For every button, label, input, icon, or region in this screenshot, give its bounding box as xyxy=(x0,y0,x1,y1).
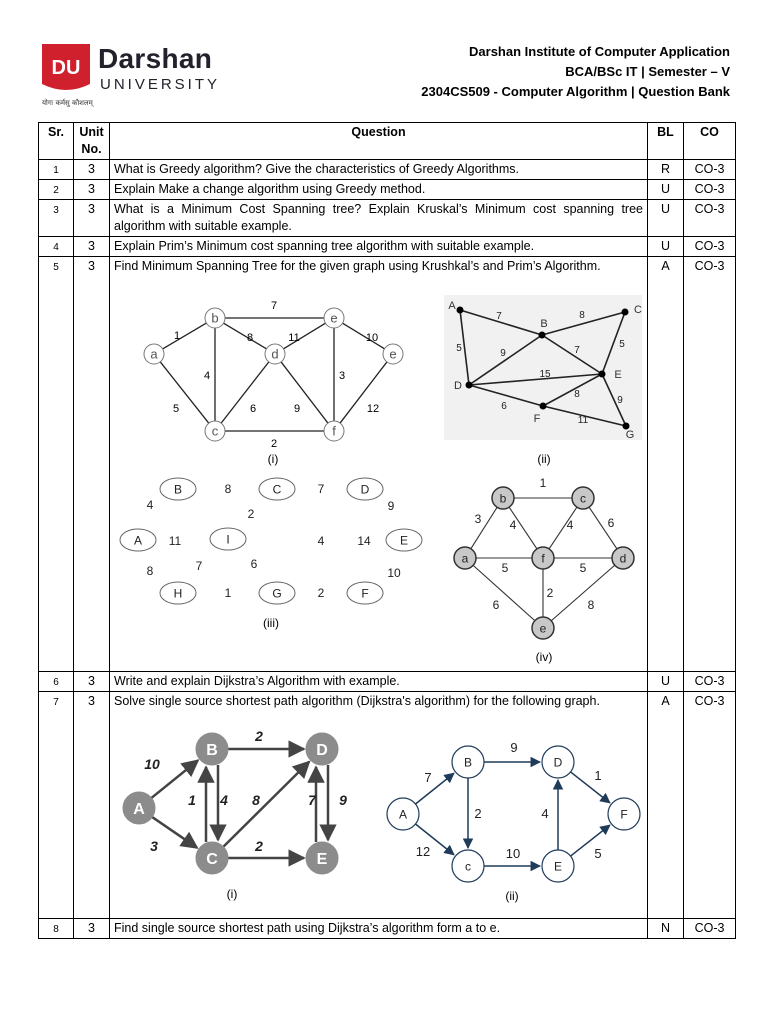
edge-weight-label: 1 xyxy=(594,768,602,783)
logo-tagline: योगः कर्मसु कौशलम् xyxy=(42,99,93,107)
graph-node-label: b xyxy=(211,310,219,326)
table-row xyxy=(39,672,736,692)
edge-weight-label: 8 xyxy=(587,598,595,612)
row-question: What is a Minimum Cost Spanning tree? Explain Kruskal’s Minimum cost spanning tree algorithm with suitable example. xyxy=(110,200,648,237)
row-co: CO-3 xyxy=(684,257,736,672)
table-row xyxy=(39,200,736,237)
edge-weight-label: 12 xyxy=(415,844,431,859)
graph-edge xyxy=(571,825,610,856)
edge-weight-label: 8 xyxy=(579,310,585,321)
row-co: CO-3 xyxy=(684,200,736,237)
graph-node-label: B xyxy=(540,318,548,330)
edge-weight-label: 2 xyxy=(546,586,554,600)
graph-edge xyxy=(571,772,610,803)
graph-node-label: A xyxy=(133,533,143,548)
edge-weight-label: 9 xyxy=(293,403,301,415)
header-info xyxy=(421,42,730,102)
figure-caption: (iv) xyxy=(535,650,553,664)
edge-weight-label: 9 xyxy=(387,499,395,513)
graph-edge xyxy=(224,323,267,349)
edge-weight-label: 2 xyxy=(270,438,278,450)
graph-node-label: G xyxy=(272,586,282,601)
row-question: Write and explain Dijkstra’s Algorithm with example. xyxy=(110,672,648,692)
graph-node-label: c xyxy=(580,491,586,506)
edge-weight-label: 7 xyxy=(308,792,316,808)
graph-node-label: d xyxy=(271,346,279,362)
graph-node-label: A xyxy=(133,800,145,818)
edge-weight-label: 4 xyxy=(317,534,325,548)
edge-weight-label: 5 xyxy=(594,846,602,861)
edge-weight-label: 4 xyxy=(203,370,211,382)
header-question: Question xyxy=(110,123,648,160)
row-sr: 3 xyxy=(39,200,74,237)
edge-weight-label: 1 xyxy=(173,330,181,342)
graph-node-label: E xyxy=(399,533,409,548)
page-header xyxy=(0,0,768,118)
graph-edge xyxy=(223,762,309,847)
graph-node xyxy=(599,371,606,378)
row-co: CO-3 xyxy=(684,160,736,180)
figure-caption: (ii) xyxy=(505,889,519,903)
edge-weight-label: 8 xyxy=(252,792,260,808)
edge-weight-label: 10 xyxy=(365,332,379,344)
edge-weight-label: 2 xyxy=(255,838,263,854)
graph-node-label: d xyxy=(619,551,627,566)
edge-weight-label: 4 xyxy=(220,792,228,808)
row-co: CO-3 xyxy=(684,672,736,692)
edge-weight-label: 5 xyxy=(172,403,180,415)
graph-edge xyxy=(281,362,328,423)
logo-name: Darshan xyxy=(98,43,213,74)
figure-caption: (i) xyxy=(226,887,238,901)
row-unit: 3 xyxy=(74,672,110,692)
university-logo-icon xyxy=(42,44,90,96)
graph-edge xyxy=(163,323,207,349)
row-sr: 6 xyxy=(39,672,74,692)
row-unit: 3 xyxy=(74,257,110,672)
edge-weight-label: 1 xyxy=(224,586,232,600)
graph-node-label: a xyxy=(150,346,158,362)
graph-node-label: F xyxy=(361,586,369,601)
graph-edge xyxy=(152,817,197,848)
row-sr: 1 xyxy=(39,160,74,180)
edge-weight-label: 6 xyxy=(607,516,615,530)
graph-node-label: E xyxy=(614,369,622,381)
graph-node-label: e xyxy=(389,346,397,362)
edge-weight-label: 8 xyxy=(146,564,154,578)
edge-weight-label: 9 xyxy=(500,348,506,359)
logo-letters: DU xyxy=(51,57,81,79)
table-row xyxy=(39,180,736,200)
row-unit: 3 xyxy=(74,919,110,939)
table-row xyxy=(39,257,736,672)
graph-node xyxy=(540,403,547,410)
graph-node xyxy=(539,332,546,339)
row-unit: 3 xyxy=(74,160,110,180)
graph-node-label: E xyxy=(316,850,328,868)
row-sr: 7 xyxy=(39,692,74,919)
edge-weight-label: 1 xyxy=(539,476,547,490)
graph-node xyxy=(457,307,464,314)
graph-node xyxy=(466,382,473,389)
edge-weight-label: 10 xyxy=(144,756,160,772)
figure-background xyxy=(444,295,642,440)
graph-edge xyxy=(415,773,453,804)
graph-node-label: E xyxy=(553,859,563,874)
graph-node-label: D xyxy=(316,741,328,759)
row-sr: 2 xyxy=(39,180,74,200)
edge-weight-label: 4 xyxy=(541,806,549,821)
header-co: CO xyxy=(684,123,736,160)
edge-weight-label: 2 xyxy=(474,806,482,821)
graph-node-label: C xyxy=(634,304,642,316)
graph-node-label: A xyxy=(398,807,408,822)
edge-weight-label: 7 xyxy=(496,311,502,322)
edge-weight-label: 7 xyxy=(424,770,432,785)
edge-weight-label: 7 xyxy=(317,482,325,496)
graph-node-label: b xyxy=(499,491,507,506)
q7-graph-figures xyxy=(114,710,642,917)
edge-weight-label: 10 xyxy=(505,846,521,861)
question-text: Find Minimum Spanning Tree for the given graph using Krushkal’s and Prim’s Algorithm. xyxy=(114,259,601,273)
row-co: CO-3 xyxy=(684,180,736,200)
row-co: CO-3 xyxy=(684,919,736,939)
figure-caption: (iii) xyxy=(263,616,279,630)
graph-node-label: H xyxy=(173,586,183,601)
row-question xyxy=(110,257,648,672)
graph-node-label: I xyxy=(226,532,230,547)
graph-q5-iv xyxy=(454,476,634,664)
graph-node-label: B xyxy=(463,755,473,770)
question-text: Solve single source shortest path algorithm (Dijkstra's algorithm) for the following graph. xyxy=(114,694,600,708)
edge-weight-label: 1 xyxy=(188,792,196,808)
graph-edge xyxy=(340,362,387,423)
graph-node-label: e xyxy=(330,310,338,326)
graph-edge xyxy=(221,362,269,423)
table-row xyxy=(39,237,736,257)
row-unit: 3 xyxy=(74,200,110,237)
edge-weight-label: 7 xyxy=(574,345,580,356)
graph-node-label: f xyxy=(541,551,545,566)
graph-node-label: A xyxy=(448,300,456,312)
graph-node-label: B xyxy=(173,482,183,497)
graph-node-label: f xyxy=(332,423,336,439)
graph-node-label: e xyxy=(539,621,547,636)
figure-caption: (ii) xyxy=(537,452,551,466)
graph-node xyxy=(622,309,629,316)
graph-node-label: D xyxy=(553,755,563,770)
table-row xyxy=(39,692,736,919)
edge-weight-label: 8 xyxy=(574,389,580,400)
edge-weight-label: 2 xyxy=(247,507,255,521)
figure-caption: (i) xyxy=(267,452,279,466)
row-question: Explain Make a change algorithm using Greedy method. xyxy=(110,180,648,200)
row-bl: A xyxy=(648,692,684,919)
edge-weight-label: 3 xyxy=(338,370,346,382)
course-title: 2304CS509 - Computer Algorithm | Question Bank xyxy=(421,84,730,99)
row-bl: U xyxy=(648,180,684,200)
row-sr: 4 xyxy=(39,237,74,257)
row-unit: 3 xyxy=(74,237,110,257)
edge-weight-label: 7 xyxy=(195,559,203,573)
graph-node-label: C xyxy=(272,482,282,497)
header-bl: BL xyxy=(648,123,684,160)
graph-node-label: B xyxy=(206,741,218,759)
header-unit: Unit No. xyxy=(74,123,110,160)
table-row xyxy=(39,160,736,180)
edge-weight-label: 8 xyxy=(246,332,254,344)
row-unit: 3 xyxy=(74,180,110,200)
institute-name: Darshan Institute of Computer Application xyxy=(469,44,730,59)
row-bl: N xyxy=(648,919,684,939)
edge-weight-label: 12 xyxy=(366,403,380,415)
edge-weight-label: 11 xyxy=(168,534,182,548)
edge-weight-label: 11 xyxy=(577,415,589,426)
graph-node-label: F xyxy=(533,413,541,425)
row-question xyxy=(110,692,648,919)
graph-node-label: G xyxy=(625,429,635,441)
edge-weight-label: 3 xyxy=(474,512,482,526)
edge-weight-label: 9 xyxy=(510,740,518,755)
row-question: What is Greedy algorithm? Give the characteristics of Greedy Algorithms. xyxy=(110,160,648,180)
program-semester: BCA/BSc IT | Semester – V xyxy=(565,64,730,79)
edge-weight-label: 4 xyxy=(146,498,154,512)
edge-weight-label: 5 xyxy=(619,339,625,350)
graph-node-label: F xyxy=(620,807,628,822)
row-bl: U xyxy=(648,237,684,257)
row-sr: 8 xyxy=(39,919,74,939)
edge-weight-label: 7 xyxy=(270,300,278,312)
row-bl: U xyxy=(648,200,684,237)
edge-weight-label: 4 xyxy=(509,518,517,532)
edge-weight-label: 6 xyxy=(501,401,507,412)
graph-node-label: a xyxy=(461,551,469,566)
edge-weight-label: 5 xyxy=(579,561,587,575)
edge-weight-label: 9 xyxy=(617,395,623,406)
logo-subtitle: UNIVERSITY xyxy=(100,76,221,93)
header-sr: Sr. xyxy=(39,123,74,160)
graph-node-label: D xyxy=(454,380,462,392)
row-sr: 5 xyxy=(39,257,74,672)
row-bl: A xyxy=(648,257,684,672)
row-question: Explain Prim’s Minimum cost spanning tree algorithm with suitable example. xyxy=(110,237,648,257)
row-co: CO-3 xyxy=(684,692,736,919)
edge-weight-label: 15 xyxy=(539,369,551,380)
row-co: CO-3 xyxy=(684,237,736,257)
edge-weight-label: 9 xyxy=(339,792,347,808)
row-bl: R xyxy=(648,160,684,180)
edge-weight-label: 2 xyxy=(317,586,325,600)
edge-weight-label: 5 xyxy=(456,343,462,354)
edge-weight-label: 6 xyxy=(492,598,500,612)
edge-weight-label: 10 xyxy=(387,566,401,580)
edge-weight-label: 8 xyxy=(224,482,232,496)
edge-weight-label: 2 xyxy=(255,728,263,744)
table-header-row xyxy=(39,123,736,160)
graph-node-label: C xyxy=(206,850,218,868)
graph-edge xyxy=(343,323,385,349)
table-row xyxy=(39,919,736,939)
edge-weight-label: 6 xyxy=(250,557,258,571)
graph-q7-ii xyxy=(387,740,640,903)
q5-graph-figures xyxy=(114,275,642,670)
edge-weight-label: 14 xyxy=(357,534,371,548)
edge-weight-label: 4 xyxy=(566,518,574,532)
graph-q7-i xyxy=(123,728,347,901)
graph-edge xyxy=(160,362,209,423)
graph-node-label: c xyxy=(465,859,471,874)
edge-weight-label: 5 xyxy=(501,561,509,575)
question-bank-table xyxy=(38,122,736,939)
graph-node-label: D xyxy=(360,482,370,497)
edge-weight-label: 11 xyxy=(288,332,300,344)
row-question: Find single source shortest path using Dijkstra’s algorithm form a to e. xyxy=(110,919,648,939)
row-unit: 3 xyxy=(74,692,110,919)
row-bl: U xyxy=(648,672,684,692)
edge-weight-label: 3 xyxy=(150,838,158,854)
edge-weight-label: 6 xyxy=(249,403,257,415)
graph-node-label: c xyxy=(211,423,219,439)
graph-q5-i xyxy=(144,300,403,466)
